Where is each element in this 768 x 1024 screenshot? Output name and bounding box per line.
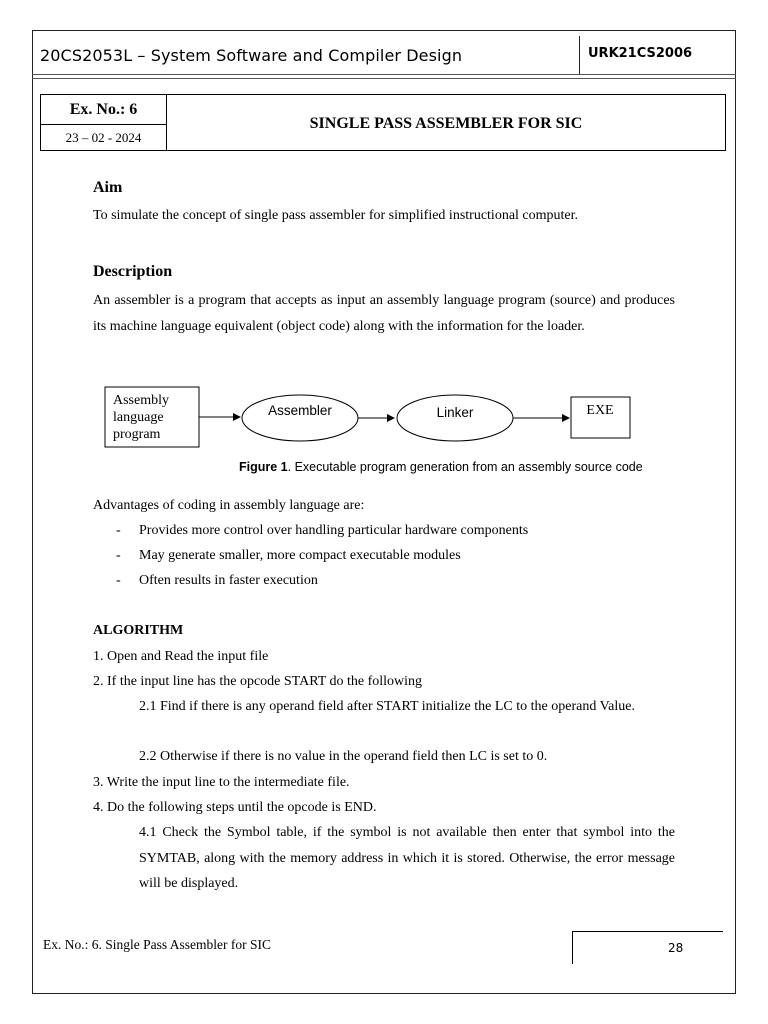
assembler-node bbox=[242, 395, 358, 441]
exe-label: EXE bbox=[586, 403, 614, 418]
advantage-item: May generate smaller, more compact executable modules bbox=[139, 548, 461, 563]
algorithm-step-4: 4. Do the following steps until the opcode is END. bbox=[93, 800, 377, 815]
algorithm-step-2-2: 2.2 Otherwise if there is no value in the operand field then LC is set to 0. bbox=[139, 749, 548, 764]
footer-page-box bbox=[572, 931, 723, 964]
roll-number: URK21CS2006 bbox=[588, 46, 693, 61]
algorithm-step-2-1: 2.1 Find if there is any operand field after START initialize the LC to the operand Value. bbox=[139, 699, 635, 714]
footer-label: Ex. No.: 6. Single Pass Assembler for SIC bbox=[43, 937, 271, 952]
algorithm-heading: ALGORITHM bbox=[93, 623, 184, 638]
algorithm-step-4-1: 4.1 Check the Symbol table, if the symbol is not available then enter that symbol into the SYMTAB, along with the memory address in which it is stored. Otherwise, the error message will be displayed. bbox=[139, 825, 675, 891]
aim-text: To simulate the concept of single pass assembler for simplified instructional computer. bbox=[93, 208, 579, 223]
exercise-number: Ex. No.: 6 bbox=[41, 95, 166, 125]
header-divider bbox=[579, 36, 580, 74]
description-heading: Description bbox=[93, 263, 173, 280]
exercise-date: 23 – 02 - 2024 bbox=[65, 130, 142, 145]
description-text: An assembler is a program that accepts as input an assembly language program (source) and produces its machine language equivalent (object code) along with the information for the loader. bbox=[93, 293, 675, 334]
figure-caption-label: Figure 1 bbox=[239, 460, 288, 474]
header-rule-secondary bbox=[32, 78, 736, 79]
source-program-label: Assembly language program bbox=[113, 393, 169, 442]
figure-caption-text: . Executable program generation from an assembly source code bbox=[287, 460, 643, 474]
algorithm-step-1: 1. Open and Read the input file bbox=[93, 649, 269, 664]
advantages-intro: Advantages of coding in assembly language are: bbox=[93, 498, 365, 513]
exercise-box bbox=[40, 94, 726, 151]
exercise-title: SINGLE PASS ASSEMBLER FOR SIC bbox=[309, 115, 583, 132]
algorithm-step-2: 2. If the input line has the opcode START do the following bbox=[93, 674, 423, 689]
linker-label: Linker bbox=[436, 405, 474, 420]
page-number: 28 bbox=[668, 941, 684, 955]
bullet-marker: - bbox=[116, 548, 121, 563]
advantage-item: Provides more control over handling particular hardware components bbox=[139, 523, 529, 538]
assembly-flow-diagram bbox=[96, 378, 656, 460]
advantage-item: Often results in faster execution bbox=[139, 573, 318, 588]
bullet-marker: - bbox=[116, 523, 121, 538]
bullet-marker: - bbox=[116, 573, 121, 588]
algorithm-step-3: 3. Write the input line to the intermediate file. bbox=[93, 775, 350, 790]
assembler-label: Assembler bbox=[268, 403, 332, 418]
figure-caption bbox=[239, 460, 643, 474]
aim-heading: Aim bbox=[93, 179, 123, 196]
course-title: 20CS2053L – System Software and Compiler Design bbox=[40, 46, 463, 65]
header-rule bbox=[32, 74, 736, 75]
